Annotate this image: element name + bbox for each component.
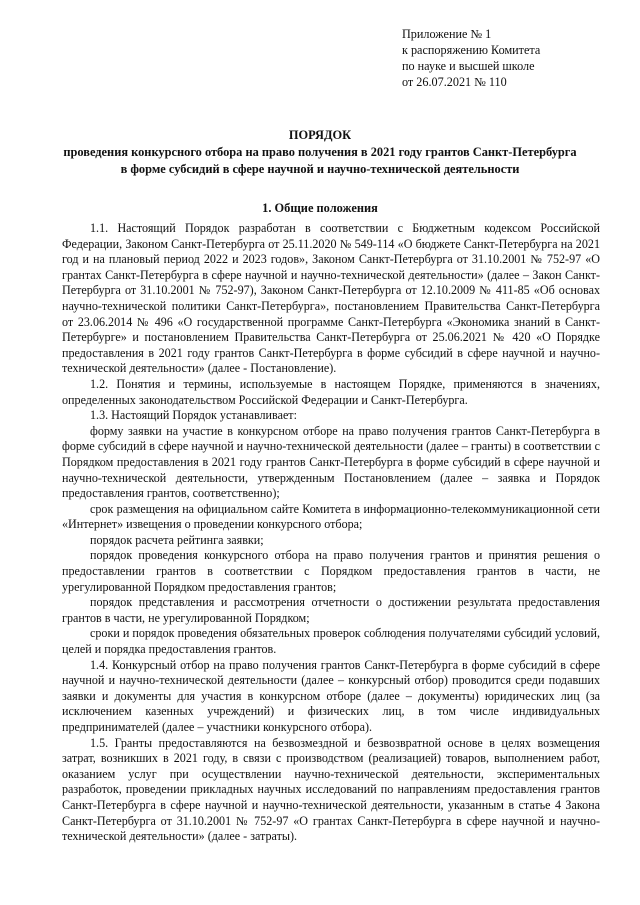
appendix-line-3: по науке и высшей школе — [402, 59, 535, 73]
title-line-3: в форме субсидий в сфере научной и научно-технической деятельности — [120, 162, 520, 176]
paragraph-1-2: 1.2. Понятия и термины, используемые в настоящем Порядке, применяются в значениях, определенных законодательством Российской Федерации и Санкт-Петербурга. — [62, 376, 600, 407]
appendix-reference — [402, 26, 622, 90]
list-item-application-form: форму заявки на участие в конкурсном отборе на право получения грантов Санкт-Петербурга в форме субсидий в сфере научной и научно-технической деятельности (далее – гранты) в соответствии с Порядком предоставления в 2021 году грантов Санкт-Петербурга в форме субсидий в сфере научной и научно-технической деятельности, утвержденным Постановлением (далее – заявка и Порядок предоставления грантов, соответственно); — [62, 423, 600, 501]
paragraph-1-3: 1.3. Настоящий Порядок устанавливает: — [90, 408, 297, 423]
section-body — [62, 221, 600, 845]
section-heading: 1. Общие положения — [262, 201, 378, 215]
appendix-line-1: Приложение № 1 — [402, 27, 492, 41]
list-item-inspections: сроки и порядок проведения обязательных проверок соблюдения получателями субсидий условий, целей и порядка предоставления грантов. — [62, 626, 600, 657]
list-item-selection-procedure: порядок проведения конкурсного отбора на право получения грантов и принятия решения о предоставлении грантов в соответствии с Порядком предоставления грантов в части, не урегулированной Порядком предоставления грантов; — [62, 548, 600, 594]
list-item-rating: порядок расчета рейтинга заявки; — [90, 532, 264, 547]
paragraph-1-5: 1.5. Гранты предоставляются на безвозмездной и безвозвратной основе в целях возмещения затрат, возникших в 2021 году, в связи с производством (реализацией) товаров, выполнением работ, оказанием услуг при осуществлении научно-технической деятельности, экспериментальных разработок, проведении прикладных научных исследований по направлениям предоставления грантов Санкт-Петербурга в сфере научной и научно-технической деятельности, указанным в статье 4 Закона Санкт-Петербурга от 31.10.2001 № 752-97 «О грантах Санкт-Петербурга в сфере научной и научно-технической деятельности» (далее - затраты). — [62, 735, 600, 844]
title-word: ПОРЯДОК — [288, 128, 352, 142]
document-title — [40, 127, 600, 178]
appendix-line-2: к распоряжению Комитета — [402, 43, 541, 57]
paragraph-1-4: 1.4. Конкурсный отбор на право получения грантов Санкт-Петербурга в форме субсидий в сфере научной и научно-технической деятельности (далее – конкурсный отбор) проводится среди подавших заявки и документы для участия в конкурсном отборе (далее – документы) юридических лиц (за исключением казенных учреждений) и физических лиц, в том числе индивидуальных предпринимателей (далее – участники конкурсного отбора). — [62, 657, 600, 734]
appendix-line-4: от 26.07.2021 № 110 — [402, 75, 507, 89]
list-item-reporting: порядок представления и рассмотрения отчетности о достижении результата предоставления грантов в части, не урегулированной Порядком; — [62, 595, 600, 625]
paragraph-1-1: 1.1. Настоящий Порядок разработан в соответствии с Бюджетным кодексом Российской Федерации, Законом Санкт-Петербурга от 25.11.2020 № 549-114 «О бюджете Санкт-Петербурга на 2021 год и на плановый период 2022 и 2023 годов», Законом Санкт-Петербурга от 31.10.2001 № 752-97 «О грантах Санкт-Петербурга в сфере научной и научно-технической деятельности» (далее – Закон Санкт-Петербурга от 31.10.2001 № 752-97), Законом Санкт-Петербурга от 12.10.2009 № 411-85 «Об основах научно-технической политики Санкт-Петербурга», постановлением Правительства Санкт-Петербурга от 23.06.2014 № 496 «О государственной программе Санкт-Петербурга «Экономика знаний в Санкт-Петербурге» и постановлением Правительства Санкт-Петербурга от 25.06.2021 № 420 «О Порядке предоставления в 2021 году грантов Санкт-Петербурга в форме субсидий в сфере научной и научно-технической деятельности» (далее - Постановление). — [62, 221, 600, 376]
title-line-2: проведения конкурсного отбора на право получения в 2021 году грантов Санкт-Петербурга — [63, 145, 577, 159]
list-item-notice-deadline: срок размещения на официальном сайте Комитета в информационно-телекоммуникационной сети «Интернет» извещения о проведении конкурсного отбора; — [62, 501, 600, 532]
